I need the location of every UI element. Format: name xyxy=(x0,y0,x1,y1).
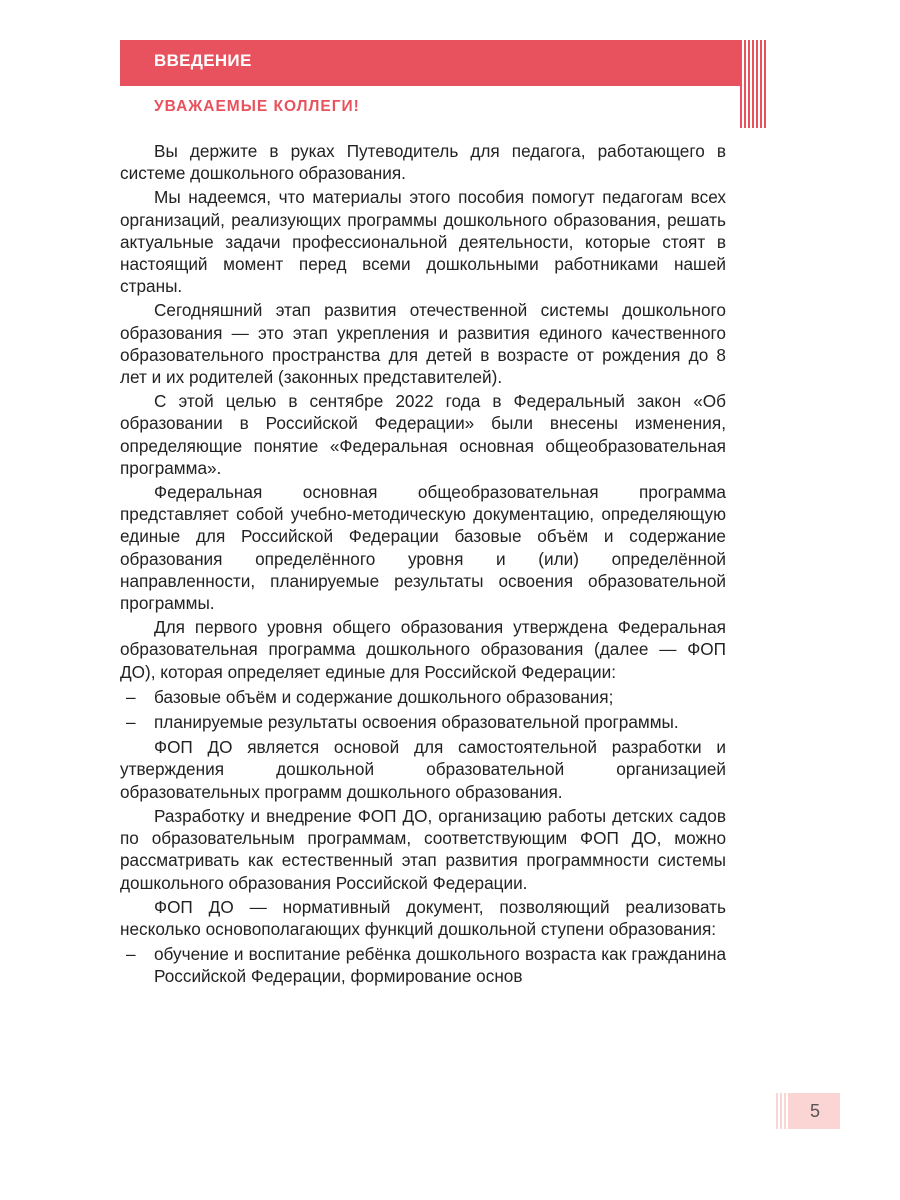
list-item xyxy=(120,686,726,708)
header-stripes-decoration xyxy=(740,40,768,128)
list-item-text: обучение и воспитание ребёнка дошкольного возраста как гражданина Российской Федерации, формирование основ xyxy=(154,944,726,987)
dash-marker: – xyxy=(126,686,136,707)
paragraph: ФОП ДО — нормативный документ, позволяющий реализовать несколько основополагающих функций дошкольной ступени образования: xyxy=(120,896,726,939)
chapter-title: ВВЕДЕНИЕ xyxy=(154,51,252,70)
page-body xyxy=(120,140,726,991)
paragraph: ФОП ДО является основой для самостоятельной разработки и утверждения дошкольной образовательной организацией образовательных программ дошкольного образования. xyxy=(120,737,726,802)
paragraph: Федеральная основная общеобразовательная программа представляет собой учебно-методическую документацию, определяющую единые для Российской Федерации базовые объём и содержание образования определённого уровня и (или) определённой направленности, планируемые результаты освоения образовательной программы. xyxy=(120,482,726,614)
paragraph: Разработку и внедрение ФОП ДО, организацию работы детских садов по образовательным программам, соответствующим ФОП ДО, можно рассматривать как естественный этап развития программности системы дошкольного образования Российской Федерации. xyxy=(120,805,726,893)
paragraph: С этой целью в сентябре 2022 года в Федеральный закон «Об образовании в Российской Федерации» были внесены изменения, определяющие понятие «Федеральная основная общеобразовательная программа». xyxy=(120,391,726,478)
list-item xyxy=(120,943,726,987)
list-item xyxy=(120,711,726,733)
paragraph: Вы держите в руках Путеводитель для педагога, работающего в системе дошкольного образования. xyxy=(120,141,726,184)
page-number: 5 xyxy=(809,1101,820,1121)
bullet-list xyxy=(120,943,726,987)
paragraph: Для первого уровня общего образования утверждена Федеральная образовательная программа дошкольного образования (далее — ФОП ДО), которая определяет единые для Российской Федерации: xyxy=(120,617,726,682)
dash-marker: – xyxy=(126,944,136,965)
list-item-text: базовые объём и содержание дошкольного образования; xyxy=(154,686,614,707)
paragraph: Мы надеемся, что материалы этого пособия помогут педагогам всех организаций, реализующих программы дошкольного образования, решать актуальные задачи профессиональной деятельности, которые стоят в настоящий момент перед всеми дошкольными работниками нашей страны. xyxy=(120,187,726,297)
page-tab-stripes xyxy=(776,1093,790,1129)
dash-marker: – xyxy=(126,712,136,733)
section-title: УВАЖАЕМЫЕ КОЛЛЕГИ! xyxy=(154,98,360,115)
paragraph: Сегодняшний этап развития отечественной системы дошкольного образования — это этап укрепления и развития единого качественного образовательного пространства для детей в возрасте от рождения до 8 лет и их родителей (законных представителей). xyxy=(120,300,726,388)
list-item-text: планируемые результаты освоения образовательной программы. xyxy=(154,712,679,733)
bullet-list xyxy=(120,686,726,733)
